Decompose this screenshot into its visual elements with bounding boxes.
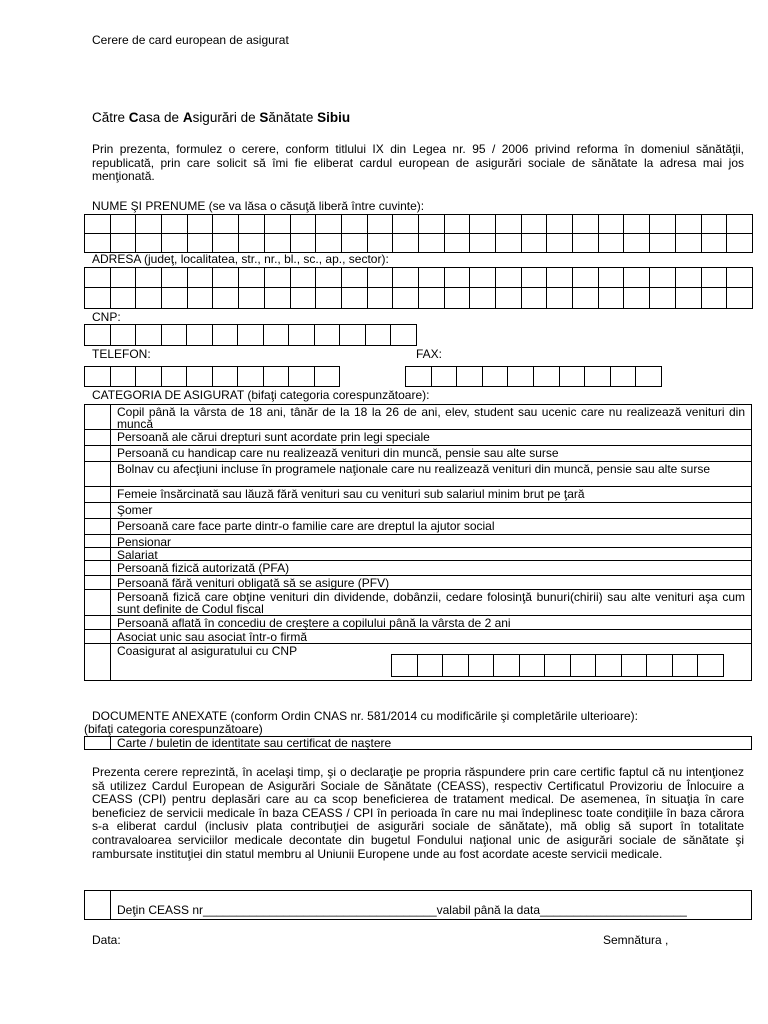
- name-char-cell[interactable]: [111, 215, 137, 234]
- date-label: Data:: [92, 933, 121, 947]
- category-item-label: Coasigurat al asiguratului cu CNP: [117, 644, 298, 658]
- address-char-cell[interactable]: [291, 268, 317, 288]
- category-row: [85, 561, 751, 576]
- fax-grid[interactable]: [405, 366, 662, 387]
- cnp-digit-cell[interactable]: [264, 325, 290, 346]
- address-char-cell[interactable]: [136, 288, 162, 309]
- address-char-cell[interactable]: [368, 288, 394, 309]
- name-char-cell[interactable]: [291, 215, 317, 234]
- ceass-row: [84, 890, 752, 920]
- category-item-label: Persoană care face parte dintr-o familie care are dreptul la ajutor social: [117, 519, 495, 533]
- name-char-cell[interactable]: [368, 215, 394, 234]
- fax-digit-cell[interactable]: [457, 367, 483, 387]
- address-char-cell[interactable]: [599, 288, 625, 309]
- address-char-cell[interactable]: [419, 288, 445, 309]
- name-char-cell[interactable]: [265, 215, 291, 234]
- name-char-cell[interactable]: [162, 215, 188, 234]
- phone-digit-cell[interactable]: [315, 367, 341, 387]
- name-char-cell[interactable]: [470, 234, 496, 253]
- name-char-cell[interactable]: [676, 234, 702, 253]
- name-char-cell[interactable]: [599, 234, 625, 253]
- category-item-label: Asociat unic sau asociat într-o firmă: [117, 630, 308, 644]
- title-part: Către: [92, 110, 129, 125]
- name-char-cell[interactable]: [316, 215, 342, 234]
- name-char-cell[interactable]: [496, 234, 522, 253]
- signature-label: Semnătura ,: [603, 933, 669, 947]
- category-checkbox[interactable]: [85, 503, 111, 518]
- intro-paragraph: Prin prezenta, formulez o cerere, conform titlului IX din Legea nr. 95 / 2006 privind reforma în domeniul sănătăţii, republicată, prin care solicit să îmi fie eliberat cardul european de asigurări sociale de sănătate la adresa mai jos menţionată.: [92, 142, 744, 183]
- address-char-cell[interactable]: [393, 268, 419, 288]
- category-row: [85, 430, 751, 446]
- cnp-digit-cell[interactable]: [111, 325, 137, 346]
- cnp-digit-cell[interactable]: [162, 325, 188, 346]
- title-part: S: [259, 110, 269, 125]
- coinsured-cnp-cell[interactable]: [622, 655, 648, 677]
- fax-digit-cell[interactable]: [432, 367, 458, 387]
- category-row: [85, 462, 751, 487]
- name-char-cell[interactable]: [136, 234, 162, 253]
- address-char-cell[interactable]: [342, 288, 368, 309]
- fax-digit-cell[interactable]: [483, 367, 509, 387]
- address-char-cell[interactable]: [624, 268, 650, 288]
- phone-digit-cell[interactable]: [213, 367, 239, 387]
- address-char-cell[interactable]: [522, 288, 548, 309]
- category-checkbox[interactable]: [85, 590, 111, 615]
- category-row: [85, 535, 751, 548]
- name-char-cell[interactable]: [573, 234, 599, 253]
- name-char-cell[interactable]: [522, 215, 548, 234]
- cnp-digit-cell[interactable]: [187, 325, 213, 346]
- address-char-cell[interactable]: [470, 268, 496, 288]
- name-char-cell[interactable]: [702, 215, 728, 234]
- cnp-digit-cell[interactable]: [366, 325, 392, 346]
- name-grid[interactable]: [84, 214, 753, 253]
- name-char-cell[interactable]: [727, 215, 753, 234]
- coinsured-cnp-cell[interactable]: [392, 655, 418, 677]
- name-char-cell[interactable]: [624, 234, 650, 253]
- coinsured-cnp-cell[interactable]: [698, 655, 724, 677]
- fax-digit-cell[interactable]: [585, 367, 611, 387]
- address-char-cell[interactable]: [702, 288, 728, 309]
- name-char-cell[interactable]: [162, 234, 188, 253]
- category-checkbox[interactable]: [85, 430, 111, 445]
- phone-digit-cell[interactable]: [111, 367, 137, 387]
- address-char-cell[interactable]: [213, 268, 239, 288]
- category-item-label: Copil până la vârsta de 18 ani, tânăr de la 18 la 26 de ani, elev, student sau ucenic care nu realizează venituri din muncă: [117, 405, 745, 431]
- title-part: A: [182, 110, 193, 125]
- name-char-cell[interactable]: [85, 215, 111, 234]
- category-item-label: Şomer: [117, 503, 153, 517]
- name-char-cell[interactable]: [342, 234, 368, 253]
- category-item-label: Persoană aflată în concediu de creştere a copilului până la vârsta de 2 ani: [117, 616, 511, 630]
- documents-label: DOCUMENTE ANEXATE (conform Ordin CNAS nr. 581/2014 cu modificările şi completările ulterioare):: [92, 709, 638, 723]
- category-row: [85, 644, 751, 680]
- coinsured-cnp-cell[interactable]: [596, 655, 622, 677]
- name-char-cell[interactable]: [316, 234, 342, 253]
- name-char-cell[interactable]: [213, 215, 239, 234]
- address-char-cell[interactable]: [547, 288, 573, 309]
- category-item-label: Salariat: [117, 548, 158, 562]
- name-char-cell[interactable]: [291, 234, 317, 253]
- address-char-cell[interactable]: [188, 268, 214, 288]
- category-checkbox[interactable]: [85, 644, 111, 680]
- category-item-label: Bolnav cu afecţiuni incluse în programele naţionale care nu realizează venituri din muncă, pensie sau alte surse: [117, 462, 711, 476]
- category-checkbox[interactable]: [85, 630, 111, 643]
- category-item-label: Femeie însărcinată sau lăuză fără venituri sau cu venituri sub salariul minim brut pe ţară: [117, 487, 585, 501]
- documents-row: [84, 736, 752, 750]
- category-checkbox[interactable]: [85, 405, 111, 429]
- category-label: CATEGORIA DE ASIGURAT (bifaţi categoria corespunzătoare):: [92, 388, 430, 402]
- category-row: [85, 630, 751, 644]
- address-char-cell[interactable]: [727, 268, 753, 288]
- name-char-cell[interactable]: [111, 234, 137, 253]
- fax-digit-cell[interactable]: [534, 367, 560, 387]
- address-char-cell[interactable]: [85, 268, 111, 288]
- phone-digit-cell[interactable]: [187, 367, 213, 387]
- coinsured-cnp-cell[interactable]: [418, 655, 444, 677]
- coinsured-cnp-grid[interactable]: [391, 654, 724, 677]
- address-char-cell[interactable]: [496, 288, 522, 309]
- coinsured-cnp-cell[interactable]: [520, 655, 546, 677]
- category-item-label: Persoană fizică care obţine venituri din dividende, dobânzii, cedare folosinţă bunuri(chirii) sau alte venituri aşa cum sunt definite de Codul fiscal: [117, 590, 745, 616]
- address-char-cell[interactable]: [111, 268, 137, 288]
- address-char-cell[interactable]: [316, 288, 342, 309]
- address-char-cell[interactable]: [265, 288, 291, 309]
- cnp-label: CNP:: [92, 310, 121, 324]
- category-row: [85, 487, 751, 503]
- fax-digit-cell[interactable]: [636, 367, 662, 387]
- category-row: [85, 405, 751, 430]
- address-char-cell[interactable]: [573, 268, 599, 288]
- address-char-cell[interactable]: [188, 288, 214, 309]
- name-char-cell[interactable]: [624, 215, 650, 234]
- phone-digit-cell[interactable]: [136, 367, 162, 387]
- document-header: Cerere de card european de asigurat: [92, 33, 289, 47]
- name-char-cell[interactable]: [547, 215, 573, 234]
- documents-sublabel: (bifaţi categoria corespunzătoare): [84, 722, 263, 736]
- title-part: asa de: [138, 110, 183, 125]
- name-char-cell[interactable]: [188, 234, 214, 253]
- address-char-cell[interactable]: [496, 268, 522, 288]
- fax-digit-cell[interactable]: [406, 367, 432, 387]
- address-label: ADRESA (judeţ, localitatea, str., nr., bl., sc., ap., sector):: [92, 252, 389, 266]
- category-checkbox[interactable]: [85, 487, 111, 502]
- fax-digit-cell[interactable]: [508, 367, 534, 387]
- name-char-cell[interactable]: [445, 215, 471, 234]
- phone-digit-cell[interactable]: [264, 367, 290, 387]
- address-char-cell[interactable]: [239, 288, 265, 309]
- category-row: [85, 503, 751, 519]
- address-char-cell[interactable]: [470, 288, 496, 309]
- category-checkbox[interactable]: [85, 576, 111, 589]
- cnp-digit-cell[interactable]: [391, 325, 417, 346]
- cnp-digit-cell[interactable]: [315, 325, 341, 346]
- address-char-cell[interactable]: [522, 268, 548, 288]
- name-char-cell[interactable]: [702, 234, 728, 253]
- category-checkbox[interactable]: [85, 446, 111, 461]
- category-row: [85, 616, 751, 630]
- phone-digit-cell[interactable]: [85, 367, 111, 387]
- address-char-cell[interactable]: [162, 268, 188, 288]
- fax-label: FAX:: [416, 347, 443, 361]
- category-row: [85, 446, 751, 462]
- category-checkbox[interactable]: [85, 462, 111, 486]
- ceass-label: Deţin CEASS nr___________________________________valabil până la data______________________: [117, 903, 687, 917]
- name-char-cell[interactable]: [573, 215, 599, 234]
- name-label: NUME ŞI PRENUME (se va lăsa o căsuţă liberă între cuvinte):: [92, 199, 425, 213]
- phone-digit-cell[interactable]: [289, 367, 315, 387]
- name-char-cell[interactable]: [547, 234, 573, 253]
- address-char-cell[interactable]: [213, 288, 239, 309]
- category-item-label: Persoană ale cărui drepturi sunt acordate prin legi speciale: [117, 430, 430, 444]
- document-item-label: Carte / buletin de identitate sau certificat de naştere: [117, 736, 392, 750]
- name-char-cell[interactable]: [470, 215, 496, 234]
- fax-digit-cell[interactable]: [611, 367, 637, 387]
- address-char-cell[interactable]: [239, 268, 265, 288]
- coinsured-cnp-cell[interactable]: [571, 655, 597, 677]
- name-char-cell[interactable]: [393, 215, 419, 234]
- address-char-cell[interactable]: [291, 288, 317, 309]
- cnp-digit-cell[interactable]: [213, 325, 239, 346]
- name-char-cell[interactable]: [239, 234, 265, 253]
- fax-digit-cell[interactable]: [560, 367, 586, 387]
- name-char-cell[interactable]: [265, 234, 291, 253]
- address-char-cell[interactable]: [445, 288, 471, 309]
- name-char-cell[interactable]: [85, 234, 111, 253]
- category-item-label: Pensionar: [117, 535, 172, 549]
- phone-digit-cell[interactable]: [238, 367, 264, 387]
- category-item-label: Persoană cu handicap care nu realizează venituri din muncă, pensie sau alte surse: [117, 446, 559, 460]
- category-row: [85, 576, 751, 590]
- address-char-cell[interactable]: [342, 268, 368, 288]
- phone-digit-cell[interactable]: [162, 367, 188, 387]
- title-part: ănătate: [268, 110, 318, 125]
- title-part: sigurări de: [192, 110, 260, 125]
- cnp-digit-cell[interactable]: [340, 325, 366, 346]
- name-char-cell[interactable]: [650, 215, 676, 234]
- address-char-cell[interactable]: [599, 268, 625, 288]
- name-char-cell[interactable]: [188, 215, 214, 234]
- name-char-cell[interactable]: [496, 215, 522, 234]
- name-char-cell[interactable]: [522, 234, 548, 253]
- name-char-cell[interactable]: [419, 234, 445, 253]
- name-char-cell[interactable]: [650, 234, 676, 253]
- address-char-cell[interactable]: [368, 268, 394, 288]
- phone-grid[interactable]: [84, 366, 340, 387]
- name-char-cell[interactable]: [136, 215, 162, 234]
- coinsured-cnp-cell[interactable]: [545, 655, 571, 677]
- address-char-cell[interactable]: [676, 268, 702, 288]
- address-char-cell[interactable]: [162, 288, 188, 309]
- cnp-grid[interactable]: [84, 324, 417, 346]
- name-char-cell[interactable]: [368, 234, 394, 253]
- name-char-cell[interactable]: [727, 234, 753, 253]
- address-char-cell[interactable]: [573, 288, 599, 309]
- document-title: [92, 111, 350, 124]
- address-char-cell[interactable]: [316, 268, 342, 288]
- address-char-cell[interactable]: [393, 288, 419, 309]
- address-char-cell[interactable]: [265, 268, 291, 288]
- coinsured-cnp-cell[interactable]: [494, 655, 520, 677]
- address-char-cell[interactable]: [650, 288, 676, 309]
- category-checkbox[interactable]: [85, 548, 111, 560]
- address-char-cell[interactable]: [445, 268, 471, 288]
- ceass-checkbox[interactable]: [85, 891, 111, 919]
- address-grid[interactable]: [84, 267, 753, 309]
- cnp-digit-cell[interactable]: [289, 325, 315, 346]
- name-char-cell[interactable]: [599, 215, 625, 234]
- category-checkbox[interactable]: [85, 519, 111, 534]
- address-char-cell[interactable]: [136, 268, 162, 288]
- address-char-cell[interactable]: [676, 288, 702, 309]
- category-item-label: Persoană fără venituri obligată să se asigure (PFV): [117, 576, 390, 590]
- name-char-cell[interactable]: [445, 234, 471, 253]
- address-char-cell[interactable]: [650, 268, 676, 288]
- address-char-cell[interactable]: [702, 268, 728, 288]
- name-char-cell[interactable]: [676, 215, 702, 234]
- address-char-cell[interactable]: [547, 268, 573, 288]
- name-char-cell[interactable]: [239, 215, 265, 234]
- name-char-cell[interactable]: [419, 215, 445, 234]
- category-table: [84, 404, 752, 681]
- category-item-label: Persoană fizică autorizată (PFA): [117, 561, 290, 575]
- category-checkbox[interactable]: [85, 561, 111, 575]
- category-checkbox[interactable]: [85, 535, 111, 547]
- coinsured-cnp-cell[interactable]: [469, 655, 495, 677]
- address-char-cell[interactable]: [624, 288, 650, 309]
- document-checkbox[interactable]: [85, 737, 111, 749]
- category-row: [85, 519, 751, 535]
- declaration-paragraph: Prezenta cerere reprezintă, în acelaşi timp, şi o declaraţie pe propria răspundere prin care certific faptul că nu intenţionez să utilizez Cardul European de Asigurări Sociale de Sănătate (CEASS), respectiv Certificatul Provizoriu de Înlocuire a CEASS (CPI) pentru deplasări care au ca scop beneficierea de tratament medical. De asemenea, în situaţia în care beneficiez de servicii medicale în baza CEASS / CPI în perioada în care nu mai îndeplinesc toate condiţiile în baza cărora s-a eliberat cardul (inclusiv plata contribuţiei de asigurări sociale de sănătate), mă oblig să suport în totalitate contravaloarea serviciilor medicale decontate din bugetul Fondului naţional unic de asigurări sociale de sănătate şi rambursate instituţiei din statul membru al Uniunii Europene unde au fost acordate aceste servicii medicale.: [92, 765, 744, 861]
- coinsured-cnp-cell[interactable]: [443, 655, 469, 677]
- title-part: Sibiu: [317, 110, 351, 125]
- name-char-cell[interactable]: [342, 215, 368, 234]
- title-part: C: [128, 110, 139, 125]
- phone-label: TELEFON:: [92, 347, 151, 361]
- coinsured-cnp-cell[interactable]: [673, 655, 699, 677]
- cnp-digit-cell[interactable]: [85, 325, 111, 346]
- address-char-cell[interactable]: [85, 288, 111, 309]
- cnp-digit-cell[interactable]: [136, 325, 162, 346]
- name-char-cell[interactable]: [393, 234, 419, 253]
- category-checkbox[interactable]: [85, 616, 111, 629]
- address-char-cell[interactable]: [727, 288, 753, 309]
- coinsured-cnp-cell[interactable]: [647, 655, 673, 677]
- category-row: [85, 548, 751, 561]
- address-char-cell[interactable]: [419, 268, 445, 288]
- cnp-digit-cell[interactable]: [238, 325, 264, 346]
- category-row: [85, 590, 751, 616]
- address-char-cell[interactable]: [111, 288, 137, 309]
- name-char-cell[interactable]: [213, 234, 239, 253]
